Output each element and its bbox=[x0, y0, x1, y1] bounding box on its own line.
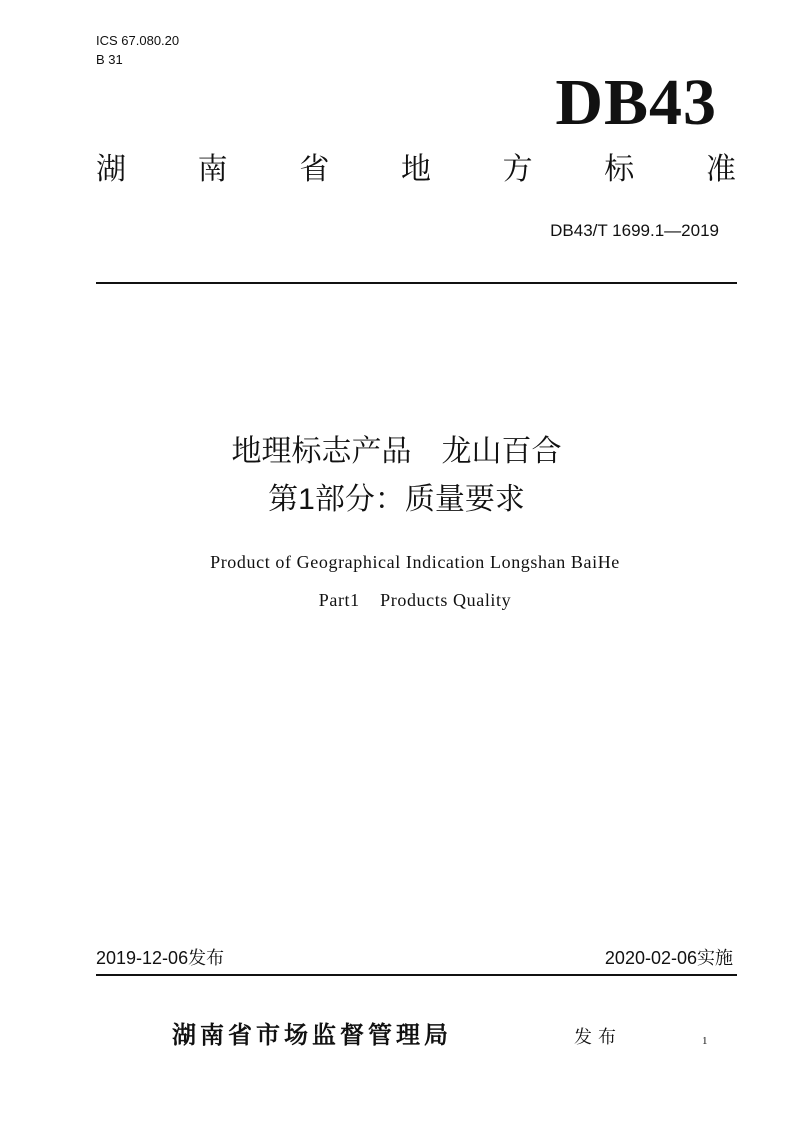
standard-number: DB43/T 1699.1—2019 bbox=[550, 221, 719, 240]
ccs-code: B 31 bbox=[96, 52, 123, 67]
ics-code: ICS 67.080.20 bbox=[96, 33, 180, 48]
title-en-line-1: Product of Geographical Indication Longshan BaiHe bbox=[210, 552, 620, 572]
issue-label: 发布 bbox=[574, 1027, 622, 1047]
page-number: 1 bbox=[702, 1035, 708, 1047]
standard-type-char: 省 bbox=[299, 153, 330, 186]
standard-type-heading bbox=[96, 150, 736, 190]
issuing-authority: 湖南省市场监督管理局 bbox=[172, 1022, 452, 1049]
implement-date: 2020-02-06实施 bbox=[604, 948, 733, 968]
standard-type-char: 标 bbox=[604, 153, 635, 186]
standard-logo: DB43 bbox=[555, 66, 717, 139]
standard-type-char: 准 bbox=[705, 153, 736, 186]
standard-type-char: 地 bbox=[400, 153, 431, 186]
standard-type-char: 南 bbox=[197, 153, 228, 186]
bottom-divider bbox=[96, 974, 737, 976]
title-zh-line-2: 第1部分：质量要求 bbox=[268, 483, 525, 516]
standard-type-char: 湖 bbox=[96, 153, 126, 186]
publish-date: 2019-12-06发布 bbox=[96, 948, 225, 968]
top-divider bbox=[96, 282, 737, 284]
title-zh-line-1: 地理标志产品 龙山百合 bbox=[231, 435, 562, 468]
title-en-line-2: Part1 Products Quality bbox=[318, 590, 512, 610]
standard-type-char: 方 bbox=[502, 153, 533, 186]
